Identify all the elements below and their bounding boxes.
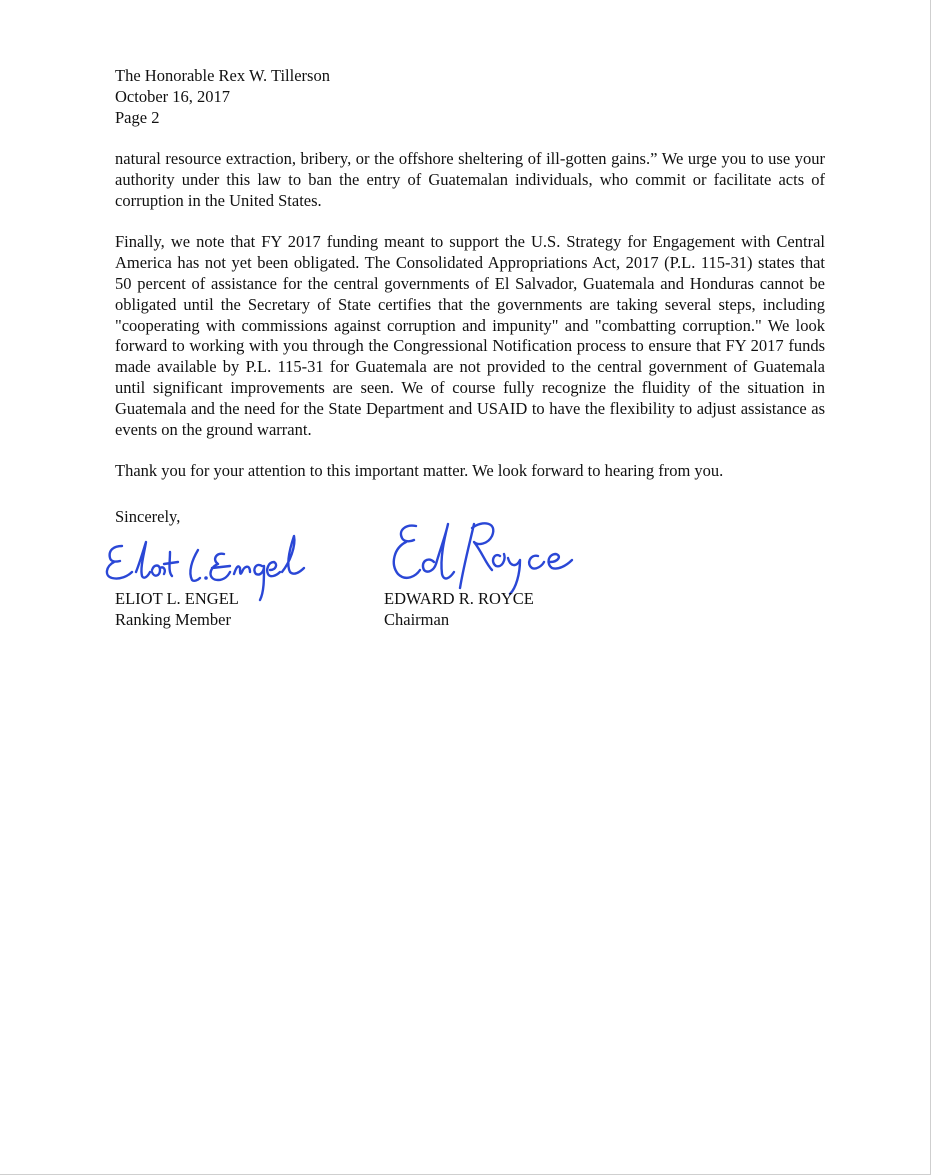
body-paragraph-3: Thank you for your attention to this important matter. We look forward to hearing from you. bbox=[115, 461, 724, 481]
letter-body bbox=[115, 149, 825, 482]
royce-signature bbox=[376, 512, 586, 596]
closing: Sincerely, bbox=[115, 507, 181, 526]
date-line: October 16, 2017 bbox=[115, 87, 231, 106]
page-number: Page 2 bbox=[115, 108, 160, 127]
body-paragraph-1: natural resource extraction, bribery, or the offshore sheltering of ill-gotten gains.” We urge you to use your authority under this law to ban the entry of Guatemalan individuals, who commit or facilitate acts of corruption in the United States. bbox=[115, 149, 825, 210]
letter-header bbox=[115, 65, 330, 128]
signatory-engel bbox=[115, 588, 239, 630]
signatory-name: EDWARD R. ROYCE bbox=[384, 589, 534, 608]
recipient-line: The Honorable Rex W. Tillerson bbox=[115, 66, 330, 85]
signatory-title: Chairman bbox=[384, 610, 450, 629]
signatory-name: ELIOT L. ENGEL bbox=[115, 589, 239, 608]
signatory-royce bbox=[384, 588, 534, 630]
signatory-title: Ranking Member bbox=[115, 610, 231, 629]
body-paragraph-2: Finally, we note that FY 2017 funding meant to support the U.S. Strategy for Engagement with Central America has not yet been obligated. The Consolidated Appropriations Act, 2017 (P.L. 115-31) states that 50 percent of assistance for the central governments of El Salvador, Guatemala and Honduras cannot be obligated until the Secretary of State certifies that the governments are taking several steps, including "cooperating with commissions against corruption and impunity" and "combatting corruption." We look forward to working with you through the Congressional Notification process to ensure that FY 2017 funds made available by P.L. 115-31 for Guatemala are not provided to the central government of Guatemala until significant improvements are seen. We of course fully recognize the fluidity of the situation in Guatemala and the need for the State Department and USAID to have the flexibility to adjust assistance as events on the ground warrant. bbox=[115, 232, 825, 439]
